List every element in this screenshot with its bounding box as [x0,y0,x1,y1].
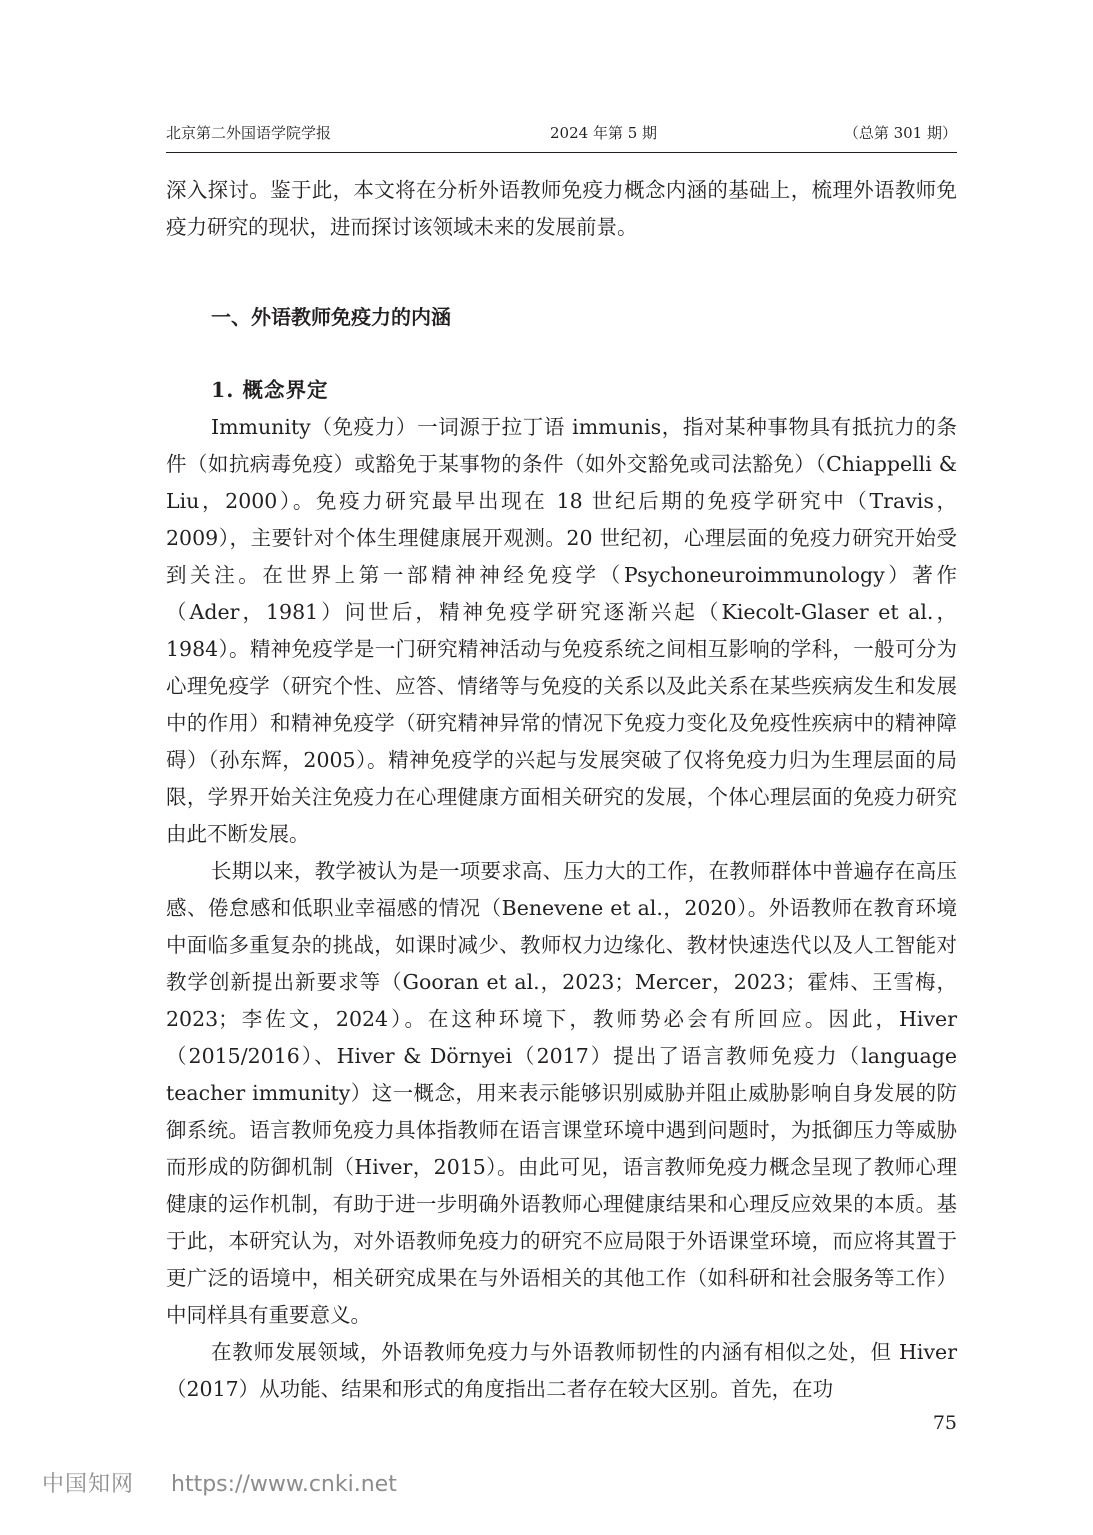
spacer [166,246,957,299]
spacer [166,336,957,372]
paragraph-language-teacher-immunity: 长期以来，教学被认为是一项要求高、压力大的工作，在教师群体中普遍存在高压感、倦怠感和低职业幸福感的情况（Benevene et al.，2020）。外语教师在教育环境中面临多重复杂的挑战，如课时减少、教师权力边缘化、教材快速迭代以及人工智能对教学创新提出新要求等（Gooran et al.，2023；Mercer，2023；霍炜、王雪梅，2023；李佐文，2024）。在这种环境下，教师势必会有所回应。因此，Hiver（2015/2016）、Hiver & Dörnyei（2017）提出了语言教师免疫力（language teacher immunity）这一概念，用来表示能够识别威胁并阻止威胁影响自身发展的防御系统。语言教师免疫力具体指教师在语言课堂环境中遇到问题时，为抵御压力等威胁而形成的防御机制（Hiver，2015）。由此可见，语言教师免疫力概念呈现了教师心理健康的运作机制，有助于进一步明确外语教师心理健康结果和心理反应效果的本质。基于此，本研究认为，对外语教师免疫力的研究不应局限于外语课堂环境，而应将其置于更广泛的语境中，相关研究成果在与外语相关的其他工作（如科研和社会服务等工作）中同样具有重要意义。 [166,859,957,1327]
subsection-heading: 1. 概念界定 [211,378,329,402]
intro-paragraph: 深入探讨。鉴于此，本文将在分析外语教师免疫力概念内涵的基础上，梳理外语教师免疫力研究的现状，进而探讨该领域未来的发展前景。 [166,178,957,239]
section-heading: 一、外语教师免疫力的内涵 [211,305,451,329]
cnki-url: https://www.cnki.net [171,1472,397,1497]
total-issue-label: （总第 301 期） [843,124,957,142]
header-rule [166,152,957,153]
cnki-watermark [42,1470,397,1500]
paragraph-immunity-vs-resilience: 在教师发展领域，外语教师免疫力与外语教师韧性的内涵有相似之处，但 Hiver（2017）从功能、结果和形式的角度指出二者存在较大区别。首先，在功 [166,1340,957,1401]
journal-name: 北京第二外国语学院学报 [166,124,332,142]
cnki-logo-text: 中国知网 [42,1472,135,1497]
running-header [166,121,957,145]
paragraph-definition: Immunity（免疫力）一词源于拉丁语 immunis，指对某种事物具有抵抗力的条件（如抗病毒免疫）或豁免于某事物的条件（如外交豁免或司法豁免）（Chiappelli & Liu，2000）。免疫力研究最早出现在 18 世纪后期的免疫学研究中（Travis，2009），主要针对个体生理健康展开观测。20 世纪初，心理层面的免疫力研究开始受到关注。在世界上第一部精神神经免疫学（Psychoneuroimmunology）著作（Ader，1981）问世后，精神免疫学研究逐渐兴起（Kiecolt-Glaser et al.，1984）。精神免疫学是一门研究精神活动与免疫系统之间相互影响的学科，一般可分为心理免疫学（研究个性、应答、情绪等与免疫的关系以及此关系在某些疾病发生和发展中的作用）和精神免疫学（研究精神异常的情况下免疫力变化及免疫性疾病中的精神障碍）（孙东辉，2005）。精神免疫学的兴起与发展突破了仅将免疫力归为生理层面的局限，学界开始关注免疫力在心理健康方面相关研究的发展，个体心理层面的免疫力研究由此不断发展。 [166,415,957,846]
page-number: 75 [932,1412,957,1434]
article-body [166,172,957,1408]
issue-label: 2024 年第 5 期 [550,124,658,142]
